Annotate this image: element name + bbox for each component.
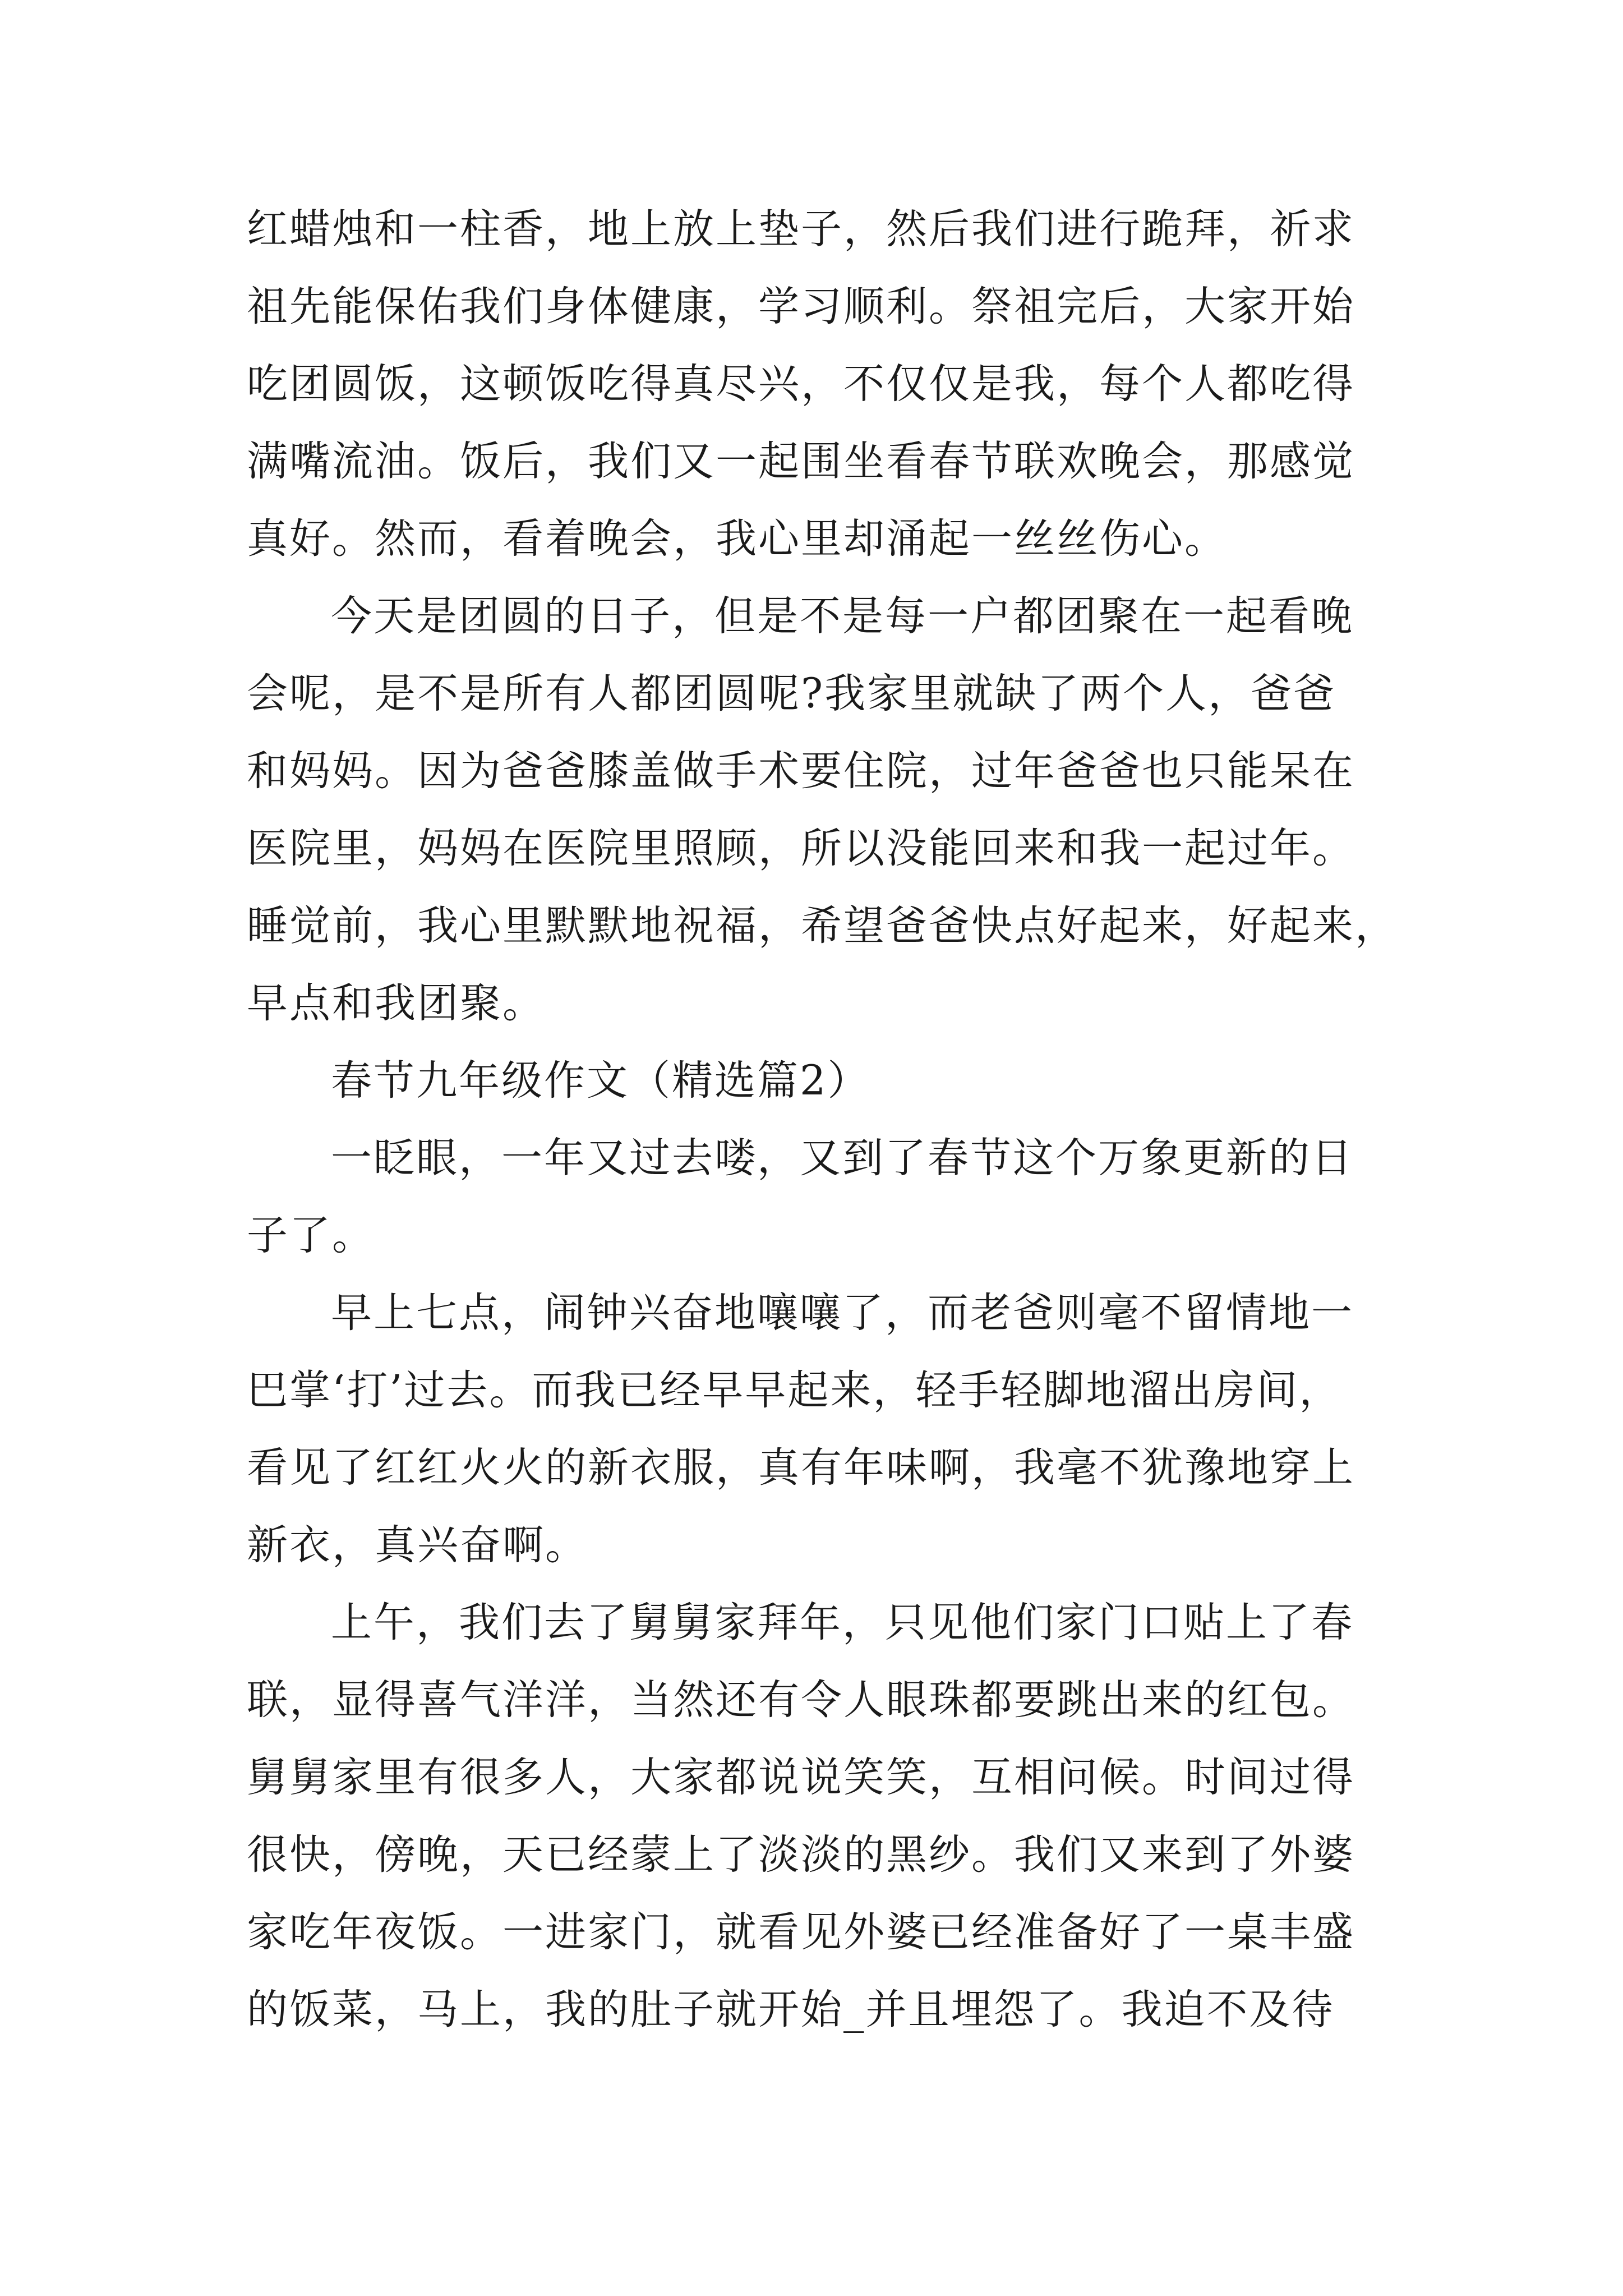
- text-line: 睡觉前，我心里默默地祝福，希望爸爸快点好起来，好起来，: [247, 902, 1398, 950]
- text-line: 的饭菜，马上，我的肚子就开始_并且埋怨了。我迫不及待: [247, 1986, 1335, 2033]
- text-line: 子了。: [247, 1212, 375, 1259]
- text-line: 舅舅家里有很多人，大家都说说笑笑，互相问候。时间过得: [247, 1754, 1355, 1801]
- text-line: 巴掌‘打’过去。而我已经早早起来，轻手轻脚地溜出房间，: [247, 1366, 1342, 1414]
- text-line: 红蜡烛和一柱香，地上放上垫子，然后我们进行跪拜，祈求: [247, 205, 1355, 253]
- text-line: 家吃年夜饭。一进家门，就看见外婆已经准备好了一桌丰盛: [247, 1908, 1355, 1956]
- text-line: 很快，傍晚，天已经蒙上了淡淡的黑纱。我们又来到了外婆: [247, 1831, 1355, 1879]
- text-line: 满嘴流油。饭后，我们又一起围坐看春节联欢晚会，那感觉: [247, 438, 1355, 485]
- text-line: 上午，我们去了舅舅家拜年，只见他们家门口贴上了春: [331, 1599, 1354, 1646]
- text-line: 看见了红红火火的新衣服，真有年味啊，我毫不犹豫地穿上: [247, 1444, 1355, 1492]
- section-heading: 春节九年级作文（精选篇2）: [331, 1057, 870, 1105]
- text-line: 医院里，妈妈在医院里照顾，所以没能回来和我一起过年。: [247, 825, 1355, 872]
- text-line: 早上七点，闹钟兴奋地嚷嚷了，而老爸则毫不留情地一: [331, 1289, 1354, 1337]
- text-line: 早点和我团聚。: [247, 979, 545, 1027]
- text-line: 新衣，真兴奋啊。: [247, 1521, 588, 1569]
- text-line: 真好。然而，看着晚会，我心里却涌起一丝丝伤心。: [247, 515, 1227, 563]
- text-line: 吃团圆饭，这顿饭吃得真尽兴，不仅仅是我，每个人都吃得: [247, 360, 1355, 408]
- text-line: 一眨眼，一年又过去喽，又到了春节这个万象更新的日: [331, 1134, 1354, 1182]
- text-line: 联，显得喜气洋洋，当然还有令人眼珠都要跳出来的红包。: [247, 1676, 1355, 1724]
- text-line: 和妈妈。因为爸爸膝盖做手术要住院，过年爸爸也只能呆在: [247, 747, 1355, 795]
- text-line: 今天是团圆的日子，但是不是每一户都团聚在一起看晚: [331, 592, 1354, 640]
- text-line: 祖先能保佑我们身体健康，学习顺利。祭祖完后，大家开始: [247, 283, 1355, 330]
- essay-body: [247, 191, 1402, 2049]
- text-line: 会呢，是不是所有人都团圆呢?我家里就缺了两个人，爸爸: [247, 670, 1336, 717]
